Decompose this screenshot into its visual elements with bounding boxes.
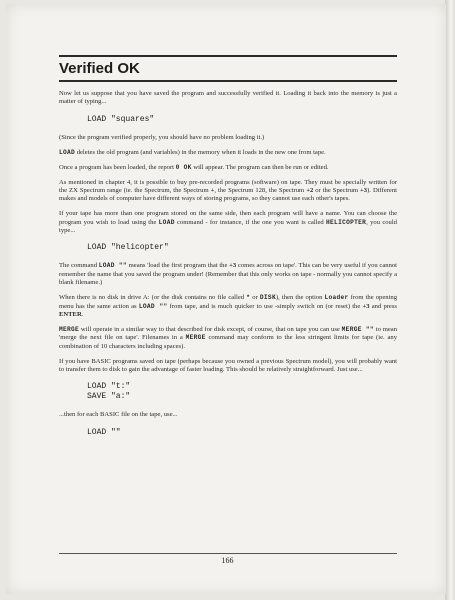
keyword: LOAD ""	[138, 302, 168, 310]
text-run: or	[250, 294, 260, 302]
keyword: MERGE	[59, 325, 80, 333]
keyword: MERGE ""	[341, 325, 374, 333]
text-run: comes across on tape'. This can be very useful if you cannot remember the name that you saved the program under! (Remember that this only works on tape - normally you cannot specify a blank filename.)	[59, 262, 397, 287]
page-spine-shadow	[445, 0, 455, 600]
paragraph-1: Now let us suppose that you have saved the program and successfully verified it. Loading it back into the memory is just a matter of typing...	[59, 90, 397, 106]
paragraph-9	[59, 326, 397, 351]
keyword: MERGE	[185, 334, 206, 342]
text-run: means 'load the first program that the	[126, 262, 230, 270]
keyword: LOAD	[158, 218, 175, 226]
text-run: ), then the option	[275, 294, 325, 302]
code-load-t: LOAD "t:"	[87, 382, 131, 392]
heading-bottom-rule	[59, 80, 397, 82]
text-run: , you could type...	[59, 218, 397, 235]
page-number: 166	[221, 556, 234, 565]
bold-text: +3	[362, 302, 370, 310]
text-run: from tape, and is much quicker to use -simply switch on (or reset) the	[167, 302, 363, 310]
keyword: DISK	[259, 294, 276, 302]
paragraph-4	[59, 164, 397, 172]
bold-text: +	[210, 186, 215, 194]
paragraph-8	[59, 294, 397, 319]
paragraph-7	[59, 262, 397, 287]
keyword: Loader	[324, 294, 349, 302]
text-run: to mean 'merge the next file on tape'. Filenames in a	[59, 325, 397, 342]
text-run: Once a program has been loaded, the report	[59, 163, 176, 171]
paragraph-3	[59, 149, 397, 157]
text-run: ). Different makes and models of computer have different ways of storing programs, so they cannot use each other's tapes.	[59, 186, 397, 203]
bold-text: ENTER	[59, 311, 82, 318]
text-run: or the Spectrum	[313, 186, 361, 194]
text-run: , the Spectrum 128, the Spectrum	[214, 186, 307, 194]
code-save-a: SAVE "a:"	[87, 392, 131, 402]
paragraph-10: If you have BASIC programs saved on tape (perhaps because you owned a previous Spectrum model), you will probably want to transfer them to disk to gain the advantage of faster loading. This should be relatively straightforward. Just use...	[59, 357, 397, 374]
text-run: will operate in a similar way to that described for disk except, of course, that on tape you can use	[79, 325, 342, 333]
text-run: The command	[59, 262, 99, 270]
text-run: command - for instance, if the one you want is called	[174, 218, 327, 226]
bold-text: +3	[360, 186, 368, 194]
text-run: .	[81, 311, 84, 318]
footer-rule	[59, 553, 397, 554]
section-heading: Verified OK	[59, 60, 140, 77]
text-run: As mentioned in chapter 4, it is possible to buy pre-recorded programs (software) on tape. They must be specially written for the ZX Spectrum range (ie. the Spectrum, the Spectrum	[59, 178, 397, 194]
keyword: LOAD ""	[98, 262, 127, 270]
code-load-blank: LOAD ""	[87, 427, 121, 437]
heading-top-rule	[59, 55, 397, 57]
text-run: and press	[369, 302, 397, 310]
text-run: from the opening menu has the same action as	[59, 294, 398, 310]
paragraph-6	[59, 210, 397, 235]
paragraph-5	[59, 179, 397, 204]
keyword: LOAD	[59, 148, 76, 156]
keyword: HELICOPTER	[326, 218, 367, 226]
paragraph-11: ...then for each BASIC file on the tape, use...	[59, 411, 178, 419]
text-run: will appear. The program can then be run or edited.	[191, 163, 329, 171]
text-run: If your tape has more than one program stored on the same side, then each program will have a name. You can choose the program you wish to load using the	[59, 210, 397, 226]
page-body	[59, 90, 397, 447]
paragraph-2: (Since the program verified properly, you should have no problem loading it.)	[59, 133, 265, 141]
text-run: When there is no disk in drive A: (or the disk contains no file called	[59, 294, 247, 302]
text-run: deletes the old program (and variables) in the memory when it loads in the new one from tape.	[75, 148, 326, 156]
keyword: 0 OK	[175, 163, 192, 171]
bold-text: +3	[229, 262, 237, 270]
code-load-helicopter: LOAD "helicopter"	[87, 243, 169, 253]
bold-text: +2	[306, 186, 314, 194]
code-load-squares: LOAD "squares"	[87, 114, 155, 124]
keyword: *	[246, 294, 251, 302]
text-run: command may conform to the less stringent limits for tape (ie. any combination of 10 characters including spaces).	[59, 334, 397, 350]
